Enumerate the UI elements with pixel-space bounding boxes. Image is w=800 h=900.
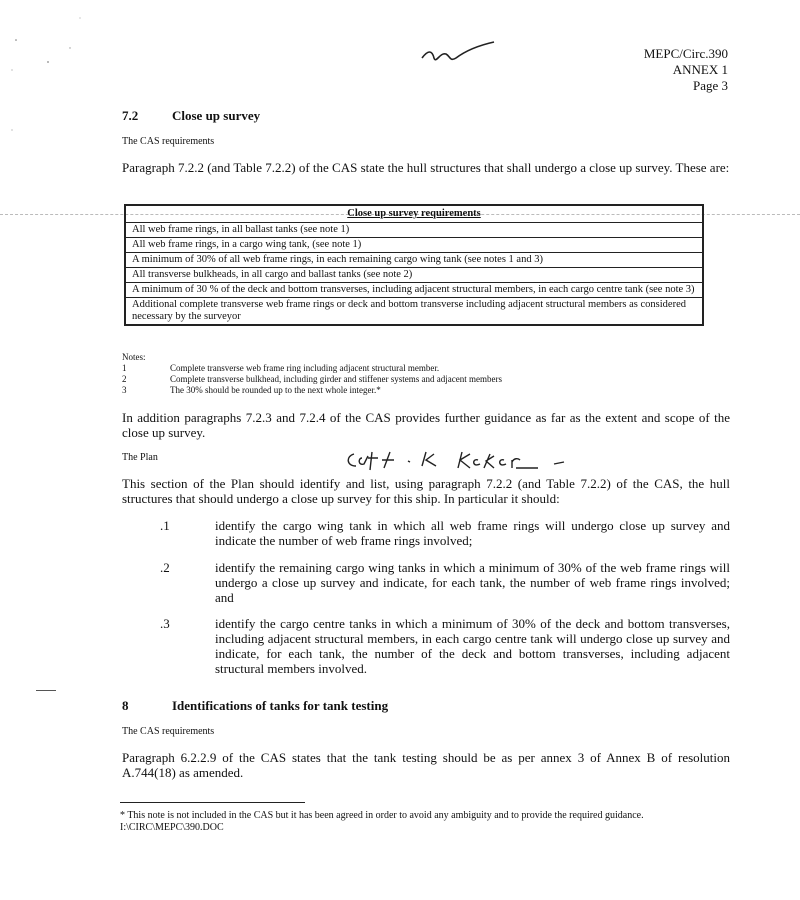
table-cell: All web frame rings, in a cargo wing tank, (see note 1): [125, 238, 703, 253]
table-row: [125, 238, 703, 253]
note-number: 2: [122, 374, 127, 384]
notes-label: Notes:: [122, 352, 146, 362]
section-number: 8: [122, 698, 129, 713]
plan-heading: The Plan: [122, 452, 158, 463]
table-row: [125, 268, 703, 283]
page-header: [644, 46, 728, 94]
section-7-2-heading: [122, 108, 260, 124]
handwritten-signature: [344, 446, 584, 479]
notes-block: [122, 352, 502, 396]
margin-mark: [36, 690, 56, 691]
note-text: Complete transverse bulkhead, including girder and stiffener systems and adjacent members: [170, 374, 502, 384]
list-item: [160, 560, 730, 605]
list-item-text: identify the cargo centre tanks in which a minimum of 30% of the deck and bottom transverses, including adjacent structural members, in each cargo centre tank will undergo close up survey and indicate, for each tank, the number of the deck and bottom transverses, including adjacent structural members involved.: [215, 616, 730, 676]
list-item-text: identify the cargo wing tank in which all web frame rings will undergo close up survey and indicate the number of web frame rings involved;: [215, 518, 730, 548]
section-intro-paragraph: Paragraph 7.2.2 (and Table 7.2.2) of the CAS state the hull structures that shall undergo a close up survey. These are:: [122, 160, 730, 175]
note-number: 1: [122, 363, 127, 373]
footnote-rule: [120, 802, 305, 803]
plan-paragraph: This section of the Plan should identify and list, using paragraph 7.2.2 (and Table 7.2.2) of the CAS, the hull structures that should undergo a close up survey for this ship. In particular it should:: [122, 476, 730, 506]
list-item-text: identify the remaining cargo wing tanks in which a minimum of 30% of the web frame rings will undergo a close up survey and indicate, for each tank, the number of web frame rings involved; and: [215, 560, 730, 605]
footnote-text: * This note is not included in the CAS but it has been agreed in order to avoid any ambiguity and to provide the required guidance.: [120, 810, 644, 821]
section-title: Identifications of tanks for tank testing: [172, 698, 389, 713]
section-title: Close up survey: [172, 108, 261, 123]
annex-label: ANNEX 1: [672, 62, 728, 77]
list-item: [160, 518, 730, 548]
note-text: The 30% should be rounded up to the next whole integer.*: [170, 385, 381, 395]
note-item: [122, 374, 502, 385]
table-row: [125, 253, 703, 268]
note-text: Complete transverse web frame ring including adjacent structural member.: [170, 363, 440, 373]
signature-scribble: [344, 446, 584, 474]
scan-specks: [8, 10, 128, 150]
additional-guidance-paragraph: In addition paragraphs 7.2.3 and 7.2.4 of the CAS provides further guidance as far as the extent and scope of the close up survey.: [122, 410, 730, 440]
section-8-heading: [122, 698, 388, 714]
table-row: [125, 283, 703, 298]
note-item: [122, 363, 502, 374]
close-up-survey-table: [124, 204, 704, 326]
doc-reference: MEPC/Circ.390: [643, 46, 728, 61]
list-item-number: .3: [160, 616, 170, 631]
table-cell: A minimum of 30 % of the deck and bottom transverses, including adjacent structural members, in each cargo centre tank (see note 3): [125, 283, 703, 298]
cas-requirements-heading: The CAS requirements: [122, 726, 215, 737]
table-cell: A minimum of 30% of all web frame rings, in each remaining cargo wing tank (see notes 1 and 3): [125, 253, 703, 268]
file-path: I:\CIRC\MEPC\390.DOC: [120, 822, 224, 833]
list-item: [160, 616, 730, 676]
table-row: [125, 223, 703, 238]
table-header: Close up survey requirements: [125, 205, 703, 223]
note-item: [122, 385, 502, 396]
table-row: [125, 298, 703, 326]
footnote: [120, 810, 732, 834]
tank-testing-paragraph: Paragraph 6.2.2.9 of the CAS states that the tank testing should be as per annex 3 of Annex B of resolution A.744(18) as amended.: [122, 750, 730, 780]
table-cell: All transverse bulkheads, in all cargo and ballast tanks (see note 2): [125, 268, 703, 283]
page-number: Page 3: [692, 78, 728, 93]
table-cell: Additional complete transverse web frame rings or deck and bottom transverse including adjacent structural members as considered necessary by the surveyor: [125, 298, 703, 326]
note-number: 3: [122, 385, 127, 395]
section-number: 7.2: [122, 108, 139, 123]
table-cell: All web frame rings, in all ballast tanks (see note 1): [125, 223, 703, 238]
list-item-number: .2: [160, 560, 170, 575]
initials-scribble: [420, 40, 500, 70]
list-item-number: .1: [160, 518, 170, 533]
cas-requirements-heading: The CAS requirements: [122, 136, 215, 147]
